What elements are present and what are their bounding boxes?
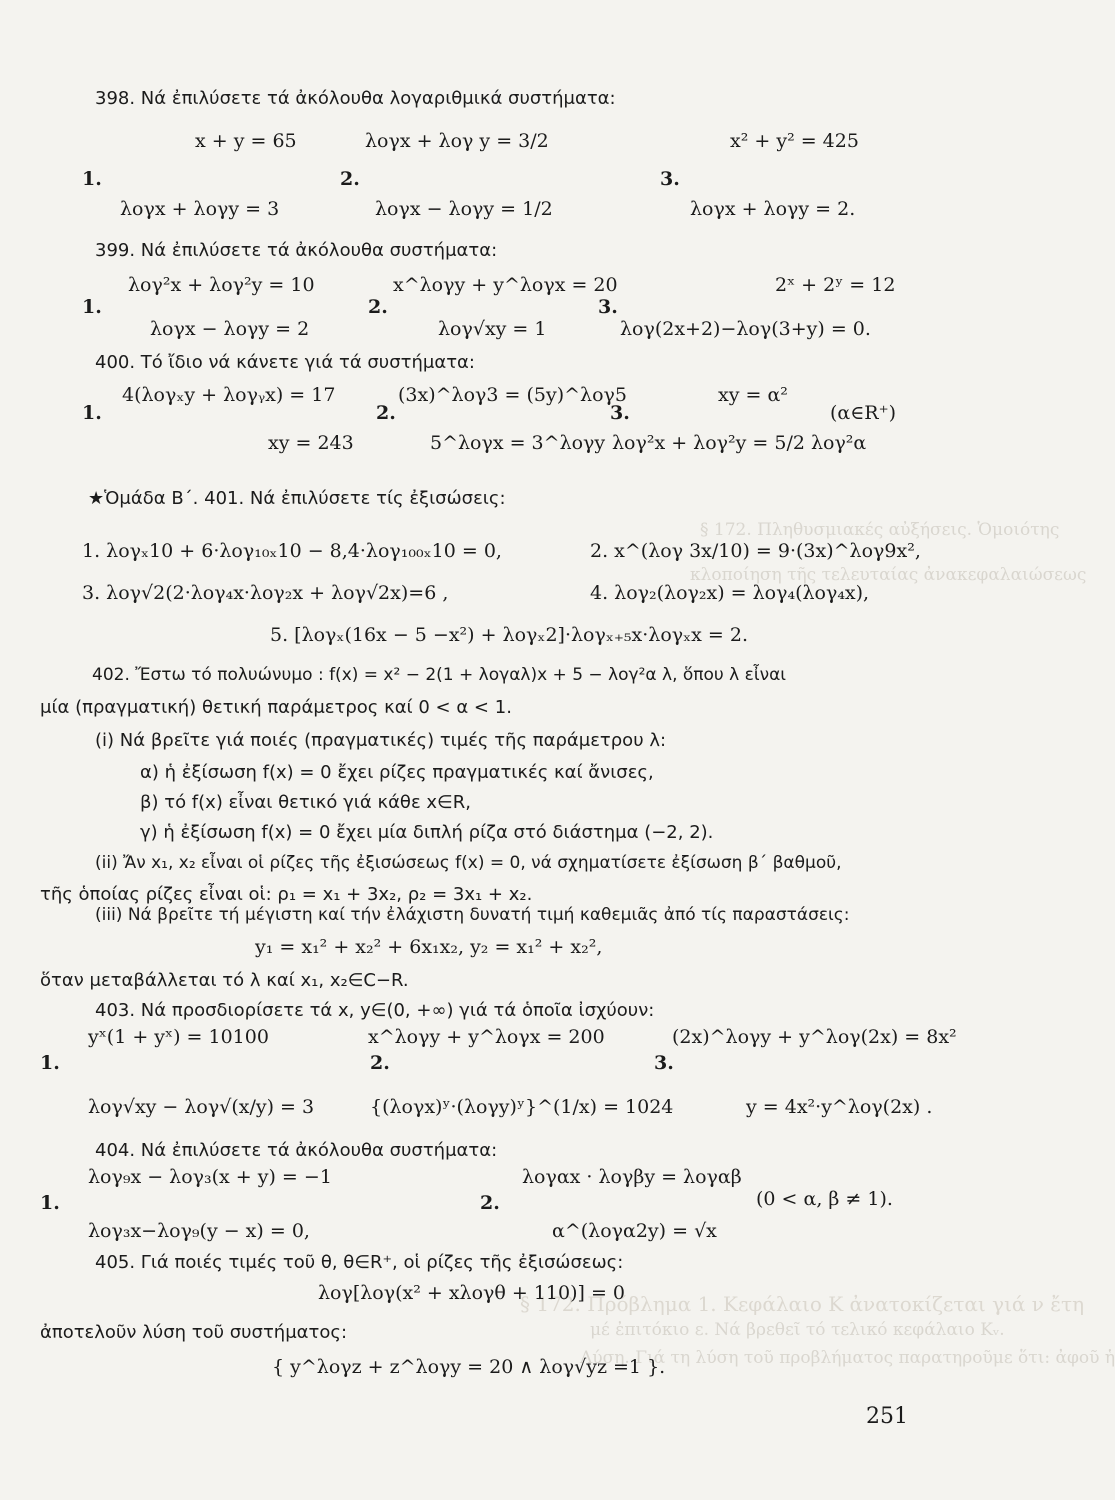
problem-402-y-expressions: y₁ = x₁² + x₂² + 6x₁x₂, y₂ = x₁² + x₂², — [255, 936, 603, 958]
p399-s2-num: 2. — [368, 296, 388, 318]
bleed-text-3: § 172. Πρόβλημα 1. Κεφάλαιο Κ ἀνατοκίζεται γιά ν ἔτη — [520, 1292, 1085, 1316]
problem-402-ii2: τῆς ὁποίας ρίζες εἶναι οἱ: ρ₁ = x₁ + 3x₂, ρ₂ = 3x₁ + x₂. — [40, 884, 533, 905]
p403-s1-eq2: λογ√xy − λογ√(x/y) = 3 — [88, 1096, 315, 1118]
problem-402-line2: μία (πραγματική) θετική παράμετρος καί 0 < α < 1. — [40, 697, 512, 718]
p404-s2-cond: (0 < α, β ≠ 1). — [756, 1188, 893, 1210]
p401-e2: 2. x^(λογ 3x/10) = 9·(3x)^λογ9x², — [590, 540, 921, 562]
p400-s3-num: 3. — [610, 402, 630, 424]
p400-s1-eq1: 4(λογₓy + λογᵧx) = 17 — [122, 384, 336, 406]
p398-s3-num: 3. — [660, 168, 680, 190]
bleed-text-5: Λύση. Γιά τη λύση τοῦ προβλήματος παρατηροῦμε ὅτι: ἀφοῦ ἡ — [580, 1348, 1115, 1368]
problem-402-last: ὅταν μεταβάλλεται τό λ καί x₁, x₂∈C−R. — [40, 970, 409, 991]
p399-s2-eq1: x^λογy + y^λογx = 20 — [393, 274, 618, 296]
p400-s1-eq2: xy = 243 — [268, 432, 354, 454]
problem-402-b: β) τό f(x) εἶναι θετικό γιά κάθε x∈R, — [140, 792, 471, 813]
p399-s3-num: 3. — [598, 296, 618, 318]
p398-s2-eq1: λογx + λογ y = 3/2 — [365, 130, 549, 152]
problem-402-line1: 402. Ἔστω τό πολυώνυμο : f(x) = x² − 2(1 + λογαλ)x + 5 − λογ²α λ, ὅπου λ εἶναι — [92, 665, 787, 685]
problem-398-header: 398. Νά ἐπιλύσετε τά ἀκόλουθα λογαριθμικά συστήματα: — [95, 88, 616, 109]
p405-line: ἀποτελοῦν λύση τοῦ συστήματος: — [40, 1322, 348, 1343]
p400-s1-num: 1. — [82, 402, 102, 424]
p398-s1-num: 1. — [82, 168, 102, 190]
p399-s3-eq2: λογ(2x+2)−λογ(3+y) = 0. — [620, 318, 871, 340]
p400-s2-eq2: 5^λογx = 3^λογy — [430, 432, 606, 454]
p398-s2-eq2: λογx − λογy = 1/2 — [375, 198, 553, 220]
p404-s2-eq1: λογαx · λογβy = λογαβ — [522, 1166, 742, 1188]
p403-s1-eq1: yˣ(1 + yˣ) = 10100 — [88, 1026, 269, 1048]
problem-399-header: 399. Νά ἐπιλύσετε τά ἀκόλουθα συστήματα: — [95, 240, 498, 261]
p403-s2-num: 2. — [370, 1052, 390, 1074]
p401-e4: 4. λογ₂(λογ₂x) = λογ₄(λογ₄x), — [590, 582, 870, 604]
p400-s2-eq1: (3x)^λογ3 = (5y)^λογ5 — [398, 384, 627, 406]
p404-s2-eq2: α^(λογα2y) = √x — [552, 1220, 717, 1242]
p398-s3-eq2: λογx + λογy = 2. — [690, 198, 856, 220]
problem-402-ii1: (ii) Ἄν x₁, x₂ εἶναι οἱ ρίζες τῆς ἐξισώσεως f(x) = 0, νά σχηματίσετε ἐξίσωση β΄ βαθμοῦ, — [95, 853, 842, 873]
bleed-text-2: κλοποίηση τῆς τελευταίας ἀνακεφαλαιώσεως — [690, 565, 1087, 585]
p399-s1-eq2: λογx − λογy = 2 — [150, 318, 310, 340]
p404-s1-eq2: λογ₃x−λογ₉(y − x) = 0, — [88, 1220, 310, 1242]
p401-e1: 1. λογₓ10 + 6·λογ₁₀ₓ10 − 8,4·λογ₁₀₀ₓ10 = 0, — [82, 540, 502, 562]
p399-s2-eq2: λογ√xy = 1 — [438, 318, 547, 340]
p405-equation: λογ[λογ(x² + xλογθ + 110)] = 0 — [318, 1282, 625, 1304]
p399-s1-num: 1. — [82, 296, 102, 318]
p399-s1-eq1: λογ²x + λογ²y = 10 — [128, 274, 315, 296]
p398-s1-eq2: λογx + λογy = 3 — [120, 198, 280, 220]
p399-s3-eq1: 2ˣ + 2ʸ = 12 — [775, 274, 896, 296]
p401-e3: 3. λογ√2(2·λογ₄x·λογ₂x + λογ√2x)=6 , — [82, 582, 449, 604]
p403-s2-eq2: {(λογx)ʸ·(λογy)ʸ}^(1/x) = 1024 — [370, 1096, 674, 1118]
p400-s2-num: 2. — [376, 402, 396, 424]
p403-s2-eq1: x^λογy + y^λογx = 200 — [368, 1026, 605, 1048]
p398-s1-eq1: x + y = 65 — [195, 130, 297, 152]
p400-s3-eq1: xy = α² — [718, 384, 788, 406]
p403-s3-eq1: (2x)^λογy + y^λογ(2x) = 8x² — [672, 1026, 957, 1048]
p405-system: { y^λογz + z^λογy = 20 ∧ λογ√yz =1 }. — [272, 1356, 666, 1378]
page-number: 251 — [866, 1404, 908, 1429]
bleed-text-4: μέ ἐπιτόκιο ε. Νά βρεθεῖ τό τελικό κεφάλαιο Κᵥ. — [590, 1320, 1005, 1340]
p400-s3-eq2: λογ²x + λογ²y = 5/2 λογ²α — [612, 432, 867, 454]
problem-400-header: 400. Τό ἴδιο νά κάνετε γιά τά συστήματα: — [95, 352, 475, 373]
problem-402-i: (i) Νά βρεῖτε γιά ποιές (πραγματικές) τιμές τῆς παράμετρου λ: — [95, 730, 667, 751]
p400-s3-cond: (α∈R⁺) — [830, 402, 897, 424]
p401-e5: 5. [λογₓ(16x − 5 −x²) + λογₓ2]·λογₓ₊₅x·λογₓx = 2. — [270, 624, 749, 646]
p404-s1-num: 1. — [40, 1192, 60, 1214]
p403-s1-num: 1. — [40, 1052, 60, 1074]
problem-405-header: 405. Γιά ποιές τιμές τοῦ θ, θ∈R⁺, οἱ ρίζες τῆς ἐξισώσεως: — [95, 1252, 624, 1273]
p404-s2-num: 2. — [480, 1192, 500, 1214]
p404-s1-eq1: λογ₉x − λογ₃(x + y) = −1 — [88, 1166, 332, 1188]
bleed-text-1: § 172. Πληθυσμιακές αὐξήσεις. Ὁμοιότης — [700, 520, 1060, 540]
problem-402-c: γ) ἡ ἐξίσωση f(x) = 0 ἔχει μία διπλή ρίζα στό διάστημα (−2, 2). — [140, 822, 714, 843]
p398-s3-eq1: x² + y² = 425 — [730, 130, 859, 152]
p403-s3-num: 3. — [654, 1052, 674, 1074]
problem-404-header: 404. Νά ἐπιλύσετε τά ἀκόλουθα συστήματα: — [95, 1140, 498, 1161]
p403-s3-eq2: y = 4x²·y^λογ(2x) . — [746, 1096, 933, 1118]
problem-403-header: 403. Νά προσδιορίσετε τά x, y∈(0, +∞) γιά τά ὁποῖα ἰσχύουν: — [95, 1000, 655, 1021]
problem-402-a: α) ἡ ἐξίσωση f(x) = 0 ἔχει ρίζες πραγματικές καί ἄνισες, — [140, 762, 654, 783]
problem-402-iii: (iii) Νά βρεῖτε τή μέγιστη καί τήν ἐλάχιστη δυνατή τιμή καθεμιᾶς ἀπό τίς παραστάσεις: — [95, 905, 850, 925]
problem-401-header: ★Ὁμάδα Β΄. 401. Νά ἐπιλύσετε τίς ἐξισώσεις: — [88, 488, 506, 509]
p398-s2-num: 2. — [340, 168, 360, 190]
